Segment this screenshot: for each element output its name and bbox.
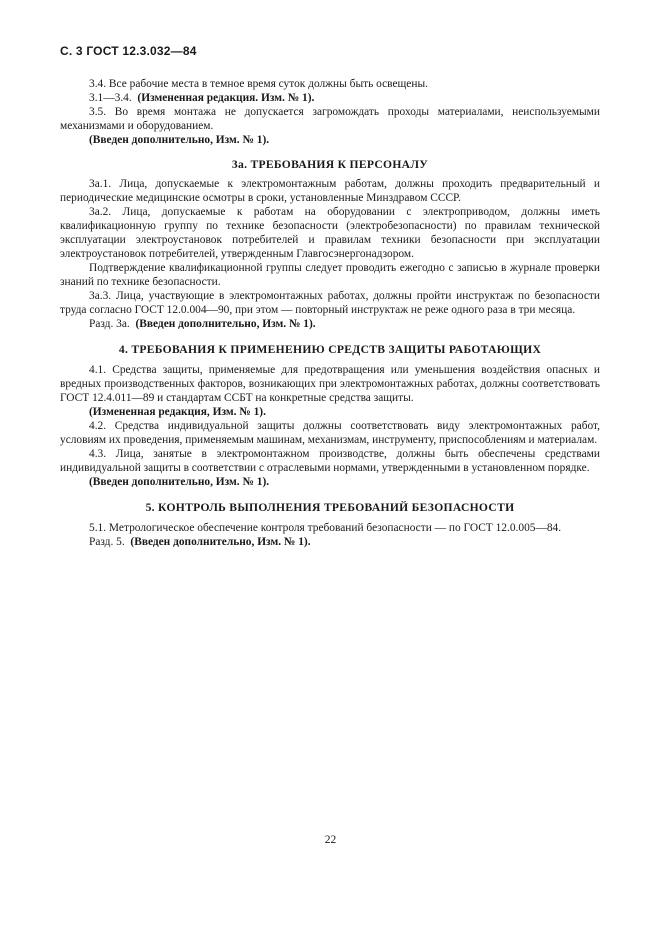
amendment-ref: Разд. 5. (89, 536, 125, 549)
section-heading-3a: 3а. ТРЕБОВАНИЯ К ПЕРСОНАЛУ (231, 157, 429, 171)
page-number: 22 (324, 834, 337, 846)
clause-3a-1: 3а.1. Лица, допускаемые к электромонтажным работам, должны проходить предварительный и периодические медицинские осмотры в сроки, установленные Минздравом СССР. (60, 178, 600, 205)
amendment-note-5 (60, 536, 600, 550)
amendment-ref: Разд. 3а. (89, 317, 130, 330)
amendment-text: (Введен дополнительно, Изм. № 1). (135, 317, 316, 330)
page-header: С. 3 ГОСТ 12.3.032—84 (60, 44, 197, 58)
clause-3a-2: 3а.2. Лица, допускаемые к работам на оборудовании с электроприводом, должны иметь квалификационную группу по технике безопасности (электробезопасности) по правилам технической эксплуатации электроустановок потребителей и правилам техники безопасности при эксплуатации электроустановок потребителей, утвержденным Главгосэнергонадзором. (60, 206, 600, 260)
section-heading-5: 5. КОНТРОЛЬ ВЫПОЛНЕНИЯ ТРЕБОВАНИЙ БЕЗОПАСНОСТИ (145, 501, 515, 515)
amendment-note-3-1-3-4 (60, 92, 600, 106)
amendment-text: (Измененная редакция. Изм. № 1). (137, 91, 315, 104)
clause-3-4: 3.4. Все рабочие места в темное время суток должны быть освещены. (89, 78, 428, 90)
clause-3a-3: 3а.3. Лица, участвующие в электромонтажных работах, должны пройти инструктаж по безопасности труда согласно ГОСТ 12.0.004—90, при этом — повторный инструктаж не реже одного раза в три месяца. (60, 289, 600, 316)
clause-4-3: 4.3. Лица, занятые в электромонтажном производстве, должны быть обеспечены средствами индивидуальной защиты в соответствии с отраслевыми нормами, утвержденными в установленном порядке. (60, 447, 600, 474)
section-heading-4: 4. ТРЕБОВАНИЯ К ПРИМЕНЕНИЮ СРЕДСТВ ЗАЩИТЫ РАБОТАЮЩИХ (118, 343, 542, 357)
clause-5-1: 5.1. Метрологическое обеспечение контроля требований безопасности — по ГОСТ 12.0.005—84. (89, 522, 562, 535)
amendment-note-4-3: (Введен дополнительно, Изм. № 1). (89, 475, 270, 488)
amendment-note-3a (60, 318, 600, 332)
amendment-ref: 3.1—3.4. (89, 91, 132, 104)
amendment-note-3-5: (Введен дополнительно, Изм. № 1). (89, 133, 270, 146)
document-page (60, 44, 600, 550)
clause-4-1: 4.1. Средства защиты, применяемые для предотвращения или уменьшения воздействия опасных и вредных производственных факторов, возникающих при электромонтажных работах, должны соответствовать ГОСТ 12.4.011—89 и стандартам ССБТ на конкретные средства защиты. (60, 364, 600, 405)
clause-3-5: 3.5. Во время монтажа не допускается загромождать проходы материалами, неиспользуемыми механизмами и оборудованием. (60, 105, 600, 132)
document-body (60, 78, 600, 550)
amendment-text: (Введен дополнительно, Изм. № 1). (130, 536, 311, 549)
clause-4-2: 4.2. Средства индивидуальной защиты должны соответствовать виду электромонтажных работ, условиям их проведения, применяемым машинам, механизмам, инструменту, приспособлениям и материалам. (60, 419, 600, 446)
amendment-note-4-1: (Измененная редакция, Изм. № 1). (89, 406, 266, 419)
clause-3a-2-confirmation: Подтверждение квалификационной группы следует проводить ежегодно с записью в журнале проверки знаний по технике безопасности. (60, 261, 600, 288)
